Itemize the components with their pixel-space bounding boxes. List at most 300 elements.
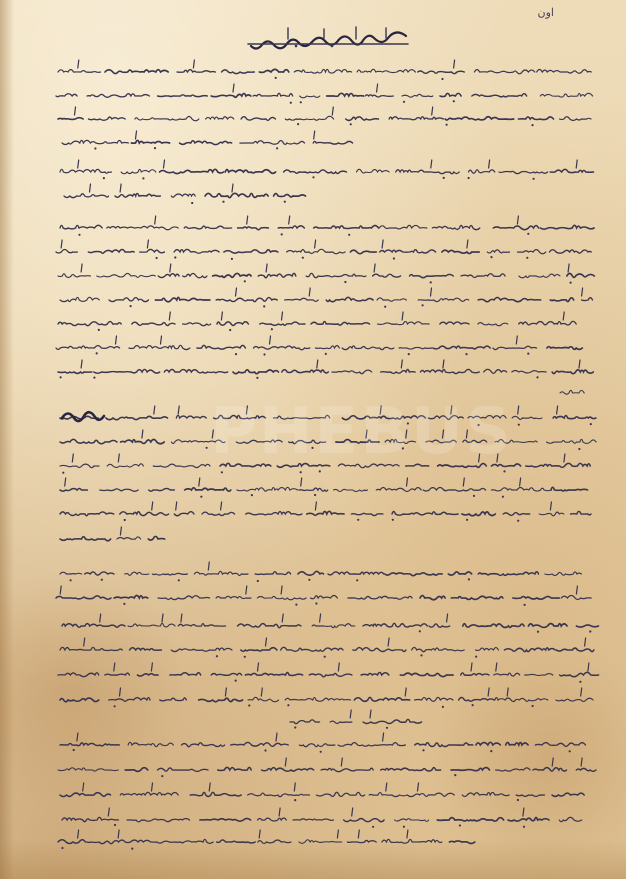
handwritten-word <box>109 298 148 302</box>
handwritten-word <box>121 169 156 173</box>
diacritic-dot <box>468 177 470 179</box>
letter-stroke <box>337 830 338 838</box>
diacritic-dot <box>275 77 277 79</box>
letter-stroke <box>221 502 222 510</box>
handwritten-word <box>478 298 541 302</box>
handwritten-word <box>216 596 251 598</box>
diacritic-dot <box>124 519 126 521</box>
letter-stroke <box>405 688 406 696</box>
handwritten-word <box>178 624 225 627</box>
letter-stroke <box>78 60 79 68</box>
diacritic-dot <box>503 470 505 472</box>
letter-stroke <box>402 312 403 320</box>
handwritten-word <box>58 70 101 73</box>
letter-stroke <box>320 614 321 622</box>
handwritten-word <box>237 487 298 491</box>
letter-stroke <box>65 478 66 486</box>
diacritic-dot <box>473 495 475 497</box>
handwritten-word <box>180 141 232 145</box>
handwritten-word <box>153 464 210 468</box>
letter-stroke <box>282 312 283 320</box>
handwritten-word <box>363 623 427 627</box>
handwritten-word <box>284 170 347 174</box>
diacritic-dot <box>300 471 302 473</box>
handwritten-word <box>518 117 553 120</box>
handwritten-word <box>492 488 552 492</box>
letter-stroke <box>431 288 432 296</box>
letter-stroke <box>358 830 359 838</box>
handwritten-word <box>380 250 436 253</box>
letter-stroke <box>582 288 583 296</box>
diacritic-dot <box>357 519 359 521</box>
handwritten-word <box>128 742 173 746</box>
diacritic-dot <box>62 472 64 474</box>
diacritic-dot <box>312 176 314 178</box>
handwritten-word <box>290 720 320 724</box>
letter-stroke <box>118 830 119 838</box>
letter-stroke <box>467 240 468 248</box>
handwritten-word <box>62 624 125 628</box>
diacritic-dot <box>251 494 253 496</box>
diacritic-dot <box>403 826 405 828</box>
letter-stroke <box>352 808 353 816</box>
handwritten-word <box>373 274 401 277</box>
handwritten-word <box>217 840 256 843</box>
handwritten-word <box>478 572 538 576</box>
handwritten-word <box>420 369 479 373</box>
handwritten-word <box>344 819 385 822</box>
letter-stroke <box>78 160 79 168</box>
handwritten-word <box>64 194 109 198</box>
letter-stroke <box>552 758 553 766</box>
handwritten-word <box>130 648 162 651</box>
diacritic-dot <box>569 750 571 752</box>
handwritten-word <box>432 225 480 229</box>
letter-stroke <box>338 663 339 671</box>
diacritic-dot <box>244 280 246 282</box>
diacritic-dot <box>96 352 98 354</box>
diacritic-dot <box>178 579 180 581</box>
handwritten-word <box>260 322 305 325</box>
handwritten-word <box>106 416 168 419</box>
letter-stroke <box>164 160 165 168</box>
handwritten-word <box>158 596 210 600</box>
handwritten-word <box>120 512 169 516</box>
diacritic-dot <box>443 177 445 179</box>
handwritten-word <box>365 95 393 97</box>
handwritten-word <box>571 511 591 515</box>
handwritten-word <box>508 817 549 821</box>
diacritic-dot <box>420 654 422 656</box>
handwritten-word <box>567 274 595 278</box>
handwritten-word <box>148 536 164 540</box>
handwritten-word <box>326 297 373 301</box>
handwritten-word <box>528 624 567 628</box>
letter-stroke <box>581 688 582 696</box>
handwritten-word <box>550 169 593 172</box>
handwritten-word <box>233 370 279 374</box>
diacritic-dot <box>216 655 218 657</box>
diacritic-dot <box>459 824 461 826</box>
letter-stroke <box>155 216 156 224</box>
handwritten-word <box>357 69 415 72</box>
letter-stroke <box>77 733 78 741</box>
letter-stroke <box>401 360 402 368</box>
handwritten-word <box>217 322 248 326</box>
handwritten-word <box>285 698 351 702</box>
diacritic-dot <box>70 579 72 581</box>
handwritten-word <box>376 488 421 492</box>
letter-stroke <box>193 60 194 68</box>
handwritten-word <box>132 322 175 325</box>
letter-stroke <box>315 502 316 510</box>
letter-stroke <box>517 216 518 224</box>
handwritten-word <box>476 742 501 745</box>
handwritten-word <box>396 170 459 174</box>
diacritic-dot <box>537 631 539 633</box>
diacritic-dot <box>142 177 144 179</box>
diacritic-dot <box>393 257 395 259</box>
handwritten-word <box>506 743 528 746</box>
diacritic-dot <box>356 579 358 581</box>
letter-stroke <box>60 586 61 594</box>
handwritten-word <box>257 596 306 599</box>
diacritic-dot <box>466 519 468 521</box>
handwritten-word <box>206 117 234 119</box>
letter-stroke <box>152 783 153 791</box>
handwritten-word <box>551 487 588 491</box>
diacritic-dot <box>533 178 535 180</box>
letter-stroke <box>178 406 179 414</box>
handwritten-word <box>60 698 99 702</box>
handwritten-word <box>87 840 151 844</box>
letter-stroke <box>454 60 455 68</box>
handwritten-word <box>97 273 156 277</box>
letter-stroke <box>276 733 277 741</box>
letter-stroke <box>81 264 82 272</box>
handwritten-word <box>184 226 231 229</box>
letter-stroke <box>118 454 119 462</box>
diacritic-dot <box>131 848 133 850</box>
handwritten-word <box>311 322 370 326</box>
letter-stroke <box>136 131 137 139</box>
letter-stroke <box>261 688 262 696</box>
handwritten-word <box>285 298 319 301</box>
diacritic-dot <box>271 328 273 330</box>
handwritten-word <box>418 298 469 302</box>
handwritten-word <box>89 117 126 120</box>
handwritten-word <box>378 322 430 325</box>
handwritten-word <box>379 225 427 229</box>
handwritten-word <box>412 647 465 651</box>
handwritten-word <box>338 743 405 747</box>
letter-stroke <box>161 336 162 344</box>
handwritten-word <box>62 817 119 821</box>
handwritten-word <box>200 818 251 821</box>
handwritten-word <box>109 698 150 702</box>
handwritten-word <box>254 346 310 350</box>
handwritten-word <box>346 117 379 121</box>
handwritten-word <box>451 596 503 599</box>
handwritten-word <box>487 250 509 253</box>
handwritten-word <box>415 743 473 747</box>
diacritic-dot <box>384 306 386 308</box>
handwritten-word <box>316 792 364 796</box>
diacritic-dot <box>454 774 456 776</box>
diacritic-dot <box>518 424 520 426</box>
handwritten-word <box>100 489 138 491</box>
diacritic-dot <box>446 124 448 126</box>
diacritic-dot <box>589 630 591 632</box>
handwritten-word <box>493 346 537 349</box>
handwritten-word <box>149 488 175 491</box>
letter-stroke <box>516 336 517 344</box>
handwritten-word <box>361 673 389 676</box>
handwritten-word <box>407 793 454 797</box>
handwritten-word <box>354 697 410 701</box>
diacritic-dot <box>527 353 529 355</box>
letter-stroke <box>259 830 260 838</box>
letter-stroke <box>289 216 290 224</box>
letter-stroke <box>581 758 582 766</box>
handwritten-word <box>392 512 458 516</box>
diacritic-dot <box>154 147 156 149</box>
letter-stroke <box>315 240 316 248</box>
handwritten-word <box>135 117 199 121</box>
diacritic-dot <box>222 201 224 203</box>
letter-stroke <box>507 688 508 696</box>
diacritic-dot <box>294 799 296 801</box>
handwritten-word <box>282 370 329 373</box>
handwritten-word <box>410 274 454 277</box>
letter-stroke <box>309 288 310 296</box>
diacritic-dot <box>468 578 470 580</box>
handwritten-word <box>58 840 85 844</box>
page-number: اون <box>537 6 554 19</box>
handwritten-word <box>211 94 251 98</box>
handwritten-word <box>494 673 520 676</box>
diacritic-dot <box>419 630 421 632</box>
letter-stroke <box>317 360 318 368</box>
handwritten-word <box>518 250 546 254</box>
handwritten-word <box>85 572 114 575</box>
letter-stroke <box>576 586 577 594</box>
diacritic-dot <box>114 705 116 707</box>
letter-stroke <box>279 808 280 816</box>
handwritten-word <box>120 792 178 795</box>
diacritic-dot <box>284 201 286 203</box>
diacritic-dot <box>101 579 103 581</box>
diacritic-dot <box>536 376 538 378</box>
handwritten-word <box>300 96 320 98</box>
handwritten-word <box>240 141 305 145</box>
handwritten-word <box>58 274 90 278</box>
diacritic-dot <box>570 282 572 284</box>
handwritten-word <box>475 648 498 651</box>
diacritic-dot <box>524 604 526 606</box>
letter-stroke <box>75 107 76 115</box>
letter-stroke <box>523 808 524 816</box>
handwritten-word <box>158 768 209 772</box>
handwritten-word <box>369 793 407 797</box>
handwritten-word <box>357 169 390 173</box>
handwritten-word <box>556 648 593 652</box>
letter-stroke <box>142 430 143 438</box>
handwritten-word <box>312 624 355 628</box>
handwritten-word <box>504 648 555 652</box>
handwritten-word <box>539 512 564 516</box>
diacritic-dot <box>465 353 467 355</box>
diacritic-dot <box>453 100 455 102</box>
handwritten-word <box>199 698 243 702</box>
handwritten-word <box>351 513 383 515</box>
letter-stroke <box>370 710 371 718</box>
handwritten-word <box>415 697 453 701</box>
handwritten-word <box>87 94 149 98</box>
diacritic-dot <box>422 749 424 751</box>
diacritic-dot <box>161 775 163 777</box>
handwritten-word <box>60 225 102 229</box>
handwritten-word <box>158 95 208 97</box>
diacritic-dot <box>114 824 116 826</box>
diacritic-dot <box>441 78 443 80</box>
watermark: PHEBUS <box>210 395 514 469</box>
handwritten-word <box>348 596 412 599</box>
diacritic-dot <box>248 704 250 706</box>
diacritic-dot <box>579 681 581 683</box>
letter-stroke <box>151 663 152 671</box>
handwritten-word <box>158 274 179 278</box>
letter-stroke <box>568 264 569 272</box>
handwritten-word <box>164 370 227 373</box>
handwritten-word <box>299 840 342 844</box>
handwritten-word <box>472 94 527 97</box>
letter-stroke <box>266 264 267 272</box>
handwritten-word <box>525 674 553 676</box>
handwritten-word <box>60 537 111 541</box>
handwritten-word <box>56 94 77 97</box>
diacritic-dot <box>517 520 519 522</box>
handwritten-word <box>241 117 275 121</box>
diacritic-dot <box>98 329 100 331</box>
letter-stroke <box>120 184 121 192</box>
handwritten-word <box>62 140 128 144</box>
letter-stroke <box>162 614 163 622</box>
handwritten-word <box>560 390 584 394</box>
diacritic-dot <box>523 826 525 828</box>
diacritic-dot <box>200 496 202 498</box>
diacritic-dot <box>235 680 237 682</box>
letter-stroke <box>266 638 267 646</box>
diacritic-dot <box>430 281 432 283</box>
handwritten-word <box>363 719 422 723</box>
letter-stroke <box>432 107 433 115</box>
handwritten-word <box>440 93 461 96</box>
diacritic-dot <box>263 353 265 355</box>
handwritten-word <box>246 512 302 515</box>
handwritten-word <box>238 227 269 230</box>
handwritten-word <box>540 225 594 229</box>
letter-stroke <box>147 240 148 248</box>
handwritten-word <box>60 464 99 468</box>
handwritten-word <box>512 370 546 373</box>
letter-stroke <box>90 184 91 192</box>
diacritic-dot <box>502 496 504 498</box>
letter-stroke <box>447 614 448 622</box>
letter-stroke <box>120 527 121 535</box>
handwritten-word <box>60 647 122 650</box>
letter-stroke <box>382 240 383 248</box>
letter-stroke <box>100 614 101 622</box>
diacritic-dot <box>315 602 317 604</box>
handwritten-word <box>60 489 87 492</box>
handwritten-word <box>547 439 597 443</box>
letter-stroke <box>181 614 182 622</box>
letter-stroke <box>488 688 489 696</box>
handwritten-word <box>519 321 577 325</box>
letter-stroke <box>120 688 121 696</box>
handwritten-word <box>258 840 291 843</box>
handwritten-word <box>463 624 524 628</box>
handwritten-word <box>313 141 352 144</box>
diacritic-dot <box>348 234 350 236</box>
handwritten-word <box>131 140 169 143</box>
handwritten-word <box>225 170 275 174</box>
handwritten-word <box>381 768 441 771</box>
handwritten-word <box>60 572 82 574</box>
handwritten-word <box>382 839 442 843</box>
handwritten-word <box>547 347 583 350</box>
handwritten-word <box>493 226 538 230</box>
diacritic-dot <box>264 749 266 751</box>
diacritic-dot <box>403 101 405 103</box>
handwritten-word <box>183 274 207 278</box>
letter-stroke <box>285 758 286 766</box>
letter-stroke <box>246 586 247 594</box>
handwritten-word <box>440 322 469 324</box>
diacritic-dot <box>174 256 176 258</box>
letter-stroke <box>407 830 408 838</box>
handwritten-word <box>535 743 585 747</box>
diacritic-dot <box>325 353 327 355</box>
handwritten-word <box>402 94 433 97</box>
letter-stroke <box>489 160 490 168</box>
diacritic-dot <box>319 470 321 472</box>
diacritic-dot <box>281 233 283 235</box>
handwritten-word <box>176 415 206 418</box>
diacritic-dot <box>229 329 231 331</box>
handwritten-word <box>281 647 343 651</box>
handwritten-word <box>353 648 406 652</box>
handwritten-word <box>259 69 289 72</box>
diacritic-dot <box>408 353 410 355</box>
handwritten-word <box>58 322 121 326</box>
diacritic-dot <box>472 704 474 706</box>
handwritten-word <box>177 70 215 73</box>
handwritten-word <box>114 596 148 599</box>
diacritic-dot <box>302 257 304 259</box>
handwritten-word <box>309 674 352 677</box>
diacritic-dot <box>344 281 346 283</box>
handwritten-word <box>60 439 117 443</box>
handwritten-word <box>330 721 352 723</box>
letter-stroke <box>301 478 302 486</box>
letter-stroke <box>585 638 586 646</box>
letter-stroke <box>72 454 73 462</box>
letter-stroke <box>81 360 82 368</box>
letter-stroke <box>350 710 351 718</box>
handwritten-word <box>182 743 225 747</box>
